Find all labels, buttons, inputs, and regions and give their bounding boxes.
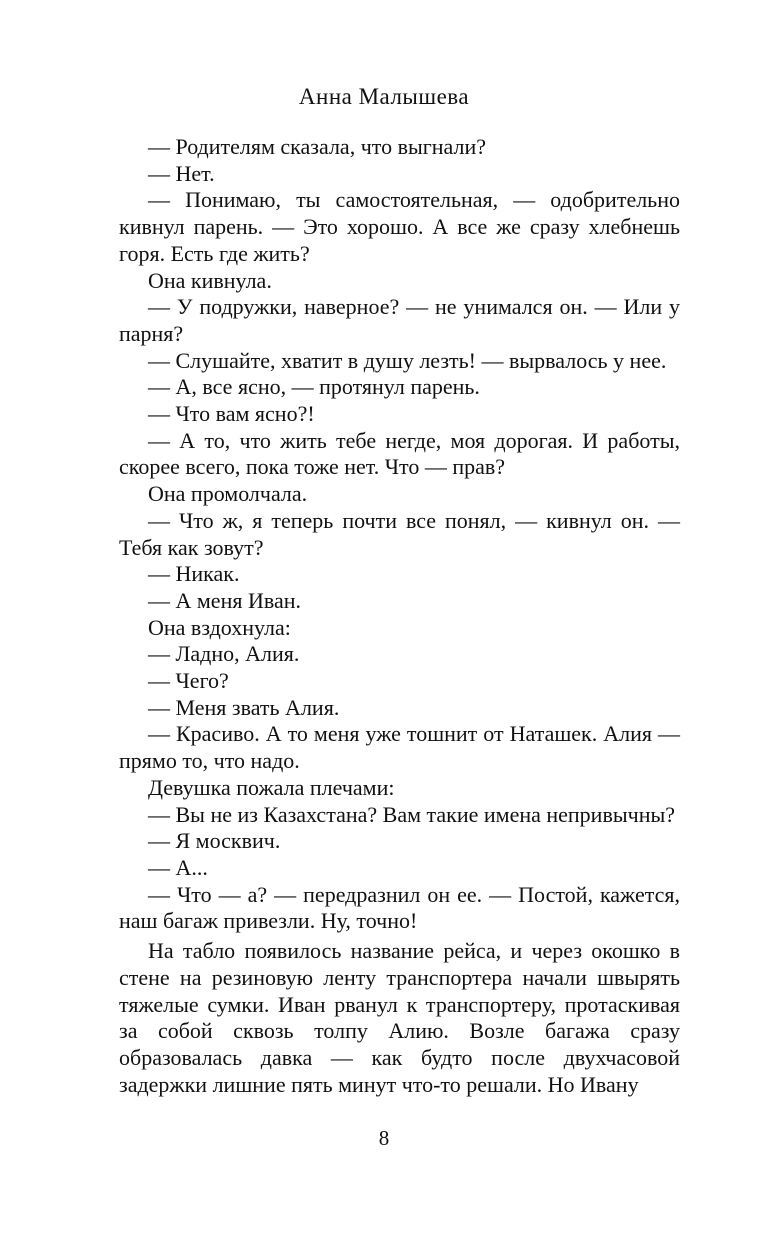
paragraph: — Что — а? — передразнил он ее. — Постой, кажется, наш багаж привезли. Ну, точно! — [119, 881, 680, 934]
paragraph: — Ладно, Алия. — [148, 641, 300, 667]
paragraph: Она вздохнула: — [148, 614, 291, 640]
paragraph: — Нет. — [148, 160, 215, 186]
paragraph: Она промолчала. — [148, 481, 308, 507]
paragraph: — Никак. — [148, 561, 240, 587]
body-text — [119, 134, 680, 1098]
paragraph: — А... — [148, 854, 208, 880]
running-header-author: Анна Малышева — [298, 84, 470, 109]
paragraph: — А то, что жить тебе негде, моя дорогая. И работы, скорее всего, пока тоже нет. Что — прав? — [119, 427, 680, 480]
paragraph: — Меня звать Алия. — [148, 694, 340, 720]
paragraph: — Вы не из Казахстана? Вам такие имена непривычны? — [148, 801, 676, 827]
page-number: 8 — [378, 1126, 390, 1150]
paragraph: Девушка пожала плечами: — [148, 774, 395, 800]
paragraph: На табло появилось название рейса, и через окошко в стене на резиновую ленту транспортера начали швырять тяжелые сумки. Иван рванул к транспортеру, протаскивая за собой сквозь толпу Алию. Возле багажа сразу образовалась давка — как будто после двухчасовой задержки лишние пять минут что-то решали. Но Ивану — [119, 938, 680, 1097]
paragraph: Она кивнула. — [148, 267, 272, 293]
paragraph: — Родителям сказала, что выгнали? — [148, 134, 487, 159]
paragraph: — Красиво. А то меня уже тошнит от Наташек. Алия — прямо то, что надо. — [119, 721, 680, 774]
paragraph: — Чего? — [148, 668, 229, 694]
paragraph: — Что ж, я теперь почти все понял, — кивнул он. — Тебя как зовут? — [119, 507, 680, 560]
paragraph: — А, все ясно, — протянул парень. — [148, 374, 480, 400]
paragraph: — Что вам ясно?! — [148, 401, 315, 427]
paragraph: — А меня Иван. — [148, 587, 301, 613]
paragraph: — Понимаю, ты самостоятельная, — одобрительно кивнул парень. — Это хорошо. А все же сразу хлебнешь горя. Есть где жить? — [119, 187, 680, 266]
paragraph: — Слушайте, хватит в душу лезть! — вырвалось у нее. — [148, 347, 667, 373]
paragraph: — Я москвич. — [148, 828, 281, 854]
paragraph: — У подружки, наверное? — не унимался он. — Или у парня? — [119, 294, 680, 346]
